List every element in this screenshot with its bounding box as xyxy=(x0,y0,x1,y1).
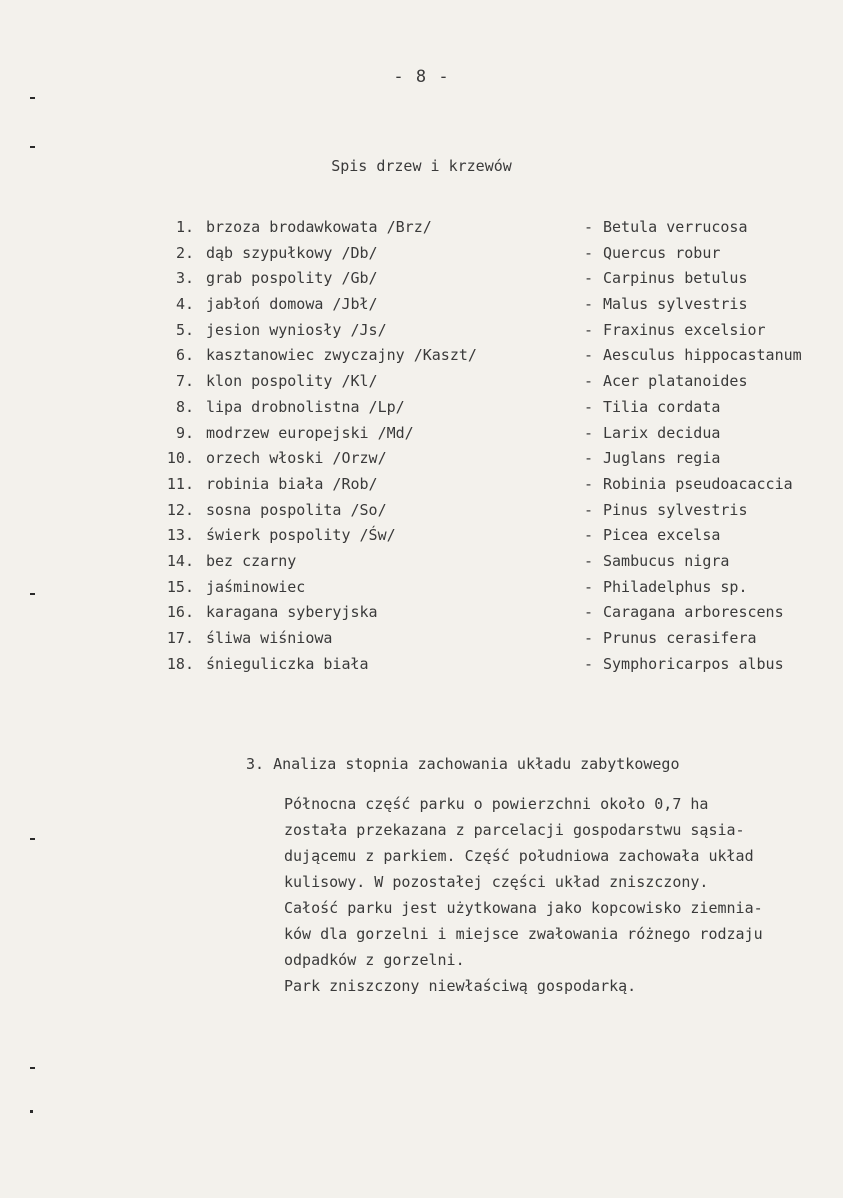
item-number: 1. xyxy=(175,218,194,236)
list-item xyxy=(0,626,843,652)
margin-mark xyxy=(30,1067,35,1069)
separator-dash: - xyxy=(584,320,594,339)
separator-dash: - xyxy=(584,500,594,519)
section-body: Północna część parku o powierzchni około 0,7 ha została przekazana z parcelacji gospodarstwu sąsia- dującemu z parkiem. Część południowa zachowała układ kulisowy. W pozostałej części układ zniszczony. Całość parku jest użytkowana jako kopcowisko ziemnia- ków dla gorzelni i miejsce zwałowania różnego rodzaju odpadków z gorzelni. Park zniszczony niewłaściwą gospodarką. xyxy=(284,795,763,995)
page-number: - 8 - xyxy=(393,67,450,87)
item-number: 6. xyxy=(175,346,194,365)
item-number: 13. xyxy=(166,526,194,545)
item-number: 16. xyxy=(166,603,194,622)
polish-name: jesion wyniosły /Js/ xyxy=(206,320,387,339)
list-item xyxy=(0,369,843,395)
item-number: 7. xyxy=(175,372,194,391)
polish-name: robinia biała /Rob/ xyxy=(206,474,378,493)
list-item xyxy=(0,241,843,267)
separator-dash: - xyxy=(584,526,594,545)
list-item xyxy=(0,472,843,498)
list-title: Spis drzew i krzewów xyxy=(331,157,512,175)
polish-name: modrzew europejski /Md/ xyxy=(206,423,414,442)
margin-mark xyxy=(30,838,35,840)
polish-name: sosna pospolita /So/ xyxy=(206,500,387,519)
list-item xyxy=(0,652,843,678)
item-number: 14. xyxy=(166,551,194,570)
list-item xyxy=(0,523,843,549)
section-heading: 3. Analiza stopnia zachowania układu zabytkowego xyxy=(246,755,680,773)
separator-dash: - xyxy=(584,243,594,262)
separator-dash: - xyxy=(584,603,594,622)
latin-name: Larix decidua xyxy=(603,423,721,442)
separator-dash: - xyxy=(584,654,594,673)
separator-dash: - xyxy=(584,551,594,570)
separator-dash: - xyxy=(584,218,594,236)
polish-name: klon pospolity /Kl/ xyxy=(206,372,378,391)
separator-dash: - xyxy=(584,474,594,493)
latin-name: Sambucus nigra xyxy=(603,551,730,570)
latin-name: Symphoricarpos albus xyxy=(603,654,784,673)
item-number: 15. xyxy=(166,577,194,596)
list-item xyxy=(0,549,843,575)
polish-name: karagana syberyjska xyxy=(206,603,378,622)
species-list xyxy=(0,215,843,677)
list-item xyxy=(0,343,843,369)
latin-name: Fraxinus excelsior xyxy=(603,320,766,339)
latin-name: Caragana arborescens xyxy=(603,603,784,622)
list-item xyxy=(0,292,843,318)
separator-dash: - xyxy=(584,577,594,596)
item-number: 12. xyxy=(166,500,194,519)
item-number: 4. xyxy=(175,295,194,314)
polish-name: orzech włoski /Orzw/ xyxy=(206,449,387,468)
separator-dash: - xyxy=(584,346,594,365)
latin-name: Carpinus betulus xyxy=(603,269,748,288)
item-number: 9. xyxy=(175,423,194,442)
polish-name: jaśminowiec xyxy=(206,577,306,596)
polish-name: brzoza brodawkowata /Brz/ xyxy=(206,218,432,236)
polish-name: śnieguliczka biała xyxy=(206,654,369,673)
polish-name: świerk pospolity /Św/ xyxy=(206,526,396,545)
list-item xyxy=(0,575,843,601)
latin-name: Acer platanoides xyxy=(603,372,748,391)
list-item xyxy=(0,395,843,421)
latin-name: Pinus sylvestris xyxy=(603,500,748,519)
list-item xyxy=(0,318,843,344)
separator-dash: - xyxy=(584,629,594,647)
separator-dash: - xyxy=(584,372,594,391)
polish-name: śliwa wiśniowa xyxy=(206,629,333,647)
latin-name: Prunus cerasifera xyxy=(603,629,757,647)
latin-name: Picea excelsa xyxy=(603,526,721,545)
separator-dash: - xyxy=(584,449,594,468)
latin-name: Betula verrucosa xyxy=(603,218,748,236)
polish-name: bez czarny xyxy=(206,551,297,570)
latin-name: Robinia pseudoacaccia xyxy=(603,474,793,493)
list-item xyxy=(0,266,843,292)
latin-name: Aesculus hippocastanum xyxy=(603,346,802,365)
item-number: 3. xyxy=(175,269,194,288)
polish-name: dąb szypułkowy /Db/ xyxy=(206,243,378,262)
item-number: 18. xyxy=(166,654,194,673)
latin-name: Tilia cordata xyxy=(603,397,721,416)
latin-name: Juglans regia xyxy=(603,449,721,468)
polish-name: lipa drobnolistna /Lp/ xyxy=(206,397,405,416)
list-item xyxy=(0,421,843,447)
item-number: 17. xyxy=(166,629,194,647)
margin-mark xyxy=(30,1110,33,1113)
item-number: 8. xyxy=(175,397,194,416)
latin-name: Quercus robur xyxy=(603,243,721,262)
item-number: 11. xyxy=(166,474,194,493)
list-item xyxy=(0,600,843,626)
latin-name: Philadelphus sp. xyxy=(603,577,748,596)
item-number: 5. xyxy=(175,320,194,339)
list-item xyxy=(0,446,843,472)
separator-dash: - xyxy=(584,397,594,416)
separator-dash: - xyxy=(584,423,594,442)
separator-dash: - xyxy=(584,269,594,288)
polish-name: grab pospolity /Gb/ xyxy=(206,269,378,288)
margin-mark xyxy=(30,146,35,148)
list-item xyxy=(0,498,843,524)
polish-name: kasztanowiec zwyczajny /Kaszt/ xyxy=(206,346,477,365)
item-number: 10. xyxy=(166,449,194,468)
item-number: 2. xyxy=(175,243,194,262)
polish-name: jabłoń domowa /Jbł/ xyxy=(206,295,378,314)
separator-dash: - xyxy=(584,295,594,314)
margin-mark xyxy=(30,97,35,99)
list-item xyxy=(0,215,843,241)
latin-name: Malus sylvestris xyxy=(603,295,748,314)
